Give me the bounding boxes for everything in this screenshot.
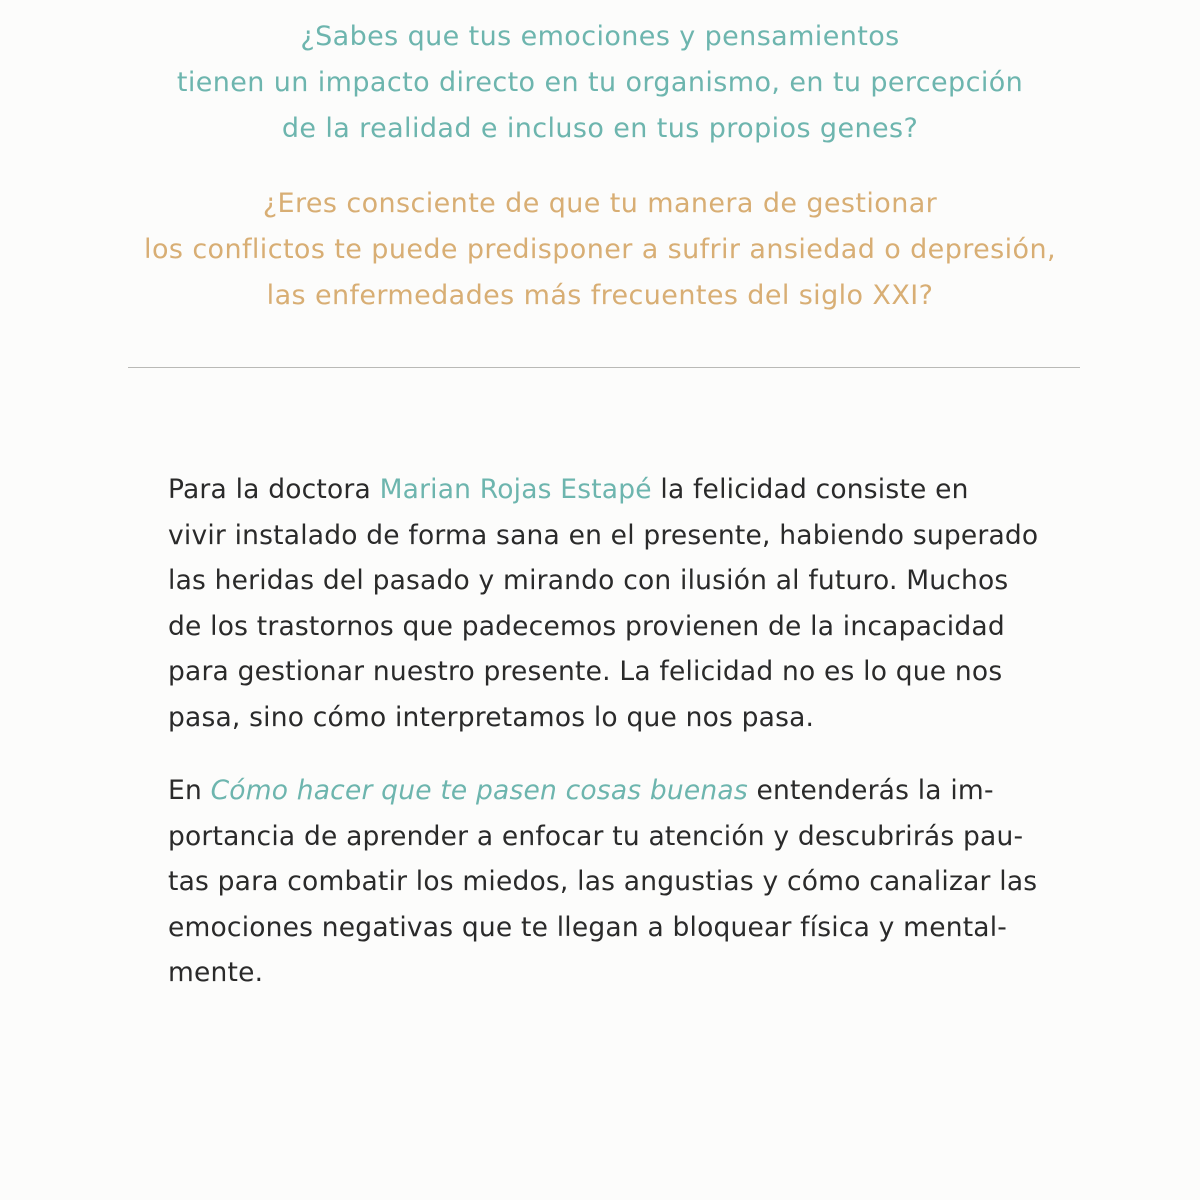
question-2-line: ¿Eres consciente de que tu manera de gestionar (262, 188, 938, 219)
paragraph-1-lead: Para la doctora (168, 474, 380, 505)
question-1-line: de la realidad e incluso en tus propios genes? (281, 113, 919, 144)
question-2-line: las enfermedades más frecuentes del siglo XXI? (266, 280, 934, 311)
paragraph-1-line: vivir instalado de forma sana en el presente, habiendo superado (168, 519, 1039, 551)
paragraph-1-line: las heridas del pasado y mirando con ilusión al futuro. Muchos (168, 565, 1009, 596)
paragraph-2-line: mente. (168, 957, 264, 988)
paragraph-2-lead: En (168, 775, 211, 806)
paragraph-2-lead-end: entenderás la im- (747, 775, 994, 806)
question-1-line: tienen un impacto directo en tu organismo, en tu percepción (176, 67, 1024, 98)
paragraph-1-line: para gestionar nuestro presente. La felicidad no es lo que nos (168, 656, 1003, 687)
intro-question-conflicts (0, 181, 1200, 319)
question-1-line: ¿Sabes que tus emociones y pensamientos (300, 21, 900, 52)
paragraph-2-line: tas para combatir los miedos, las angustias y cómo canalizar las (168, 866, 1038, 897)
book-title: Cómo hacer que te pasen cosas buenas (210, 775, 748, 806)
paragraph-2-first-line (168, 768, 1038, 814)
paragraph-1-line: de los trastornos que padecemos provienen de la incapacidad (168, 610, 1005, 642)
author-name: Marian Rojas Estapé (379, 474, 652, 505)
section-divider (128, 367, 1080, 368)
paragraph-happiness (168, 467, 1038, 740)
paragraph-1-first-line (168, 467, 1038, 513)
paragraph-2-line: portancia de aprender a enfocar tu atención y descubrirás pau- (168, 820, 1024, 852)
intro-question-emotions (0, 14, 1200, 152)
paragraph-1-line: pasa, sino cómo interpretamos lo que nos pasa. (168, 701, 815, 733)
paragraph-book-summary (168, 768, 1038, 996)
question-2-line: los conflictos te puede predisponer a sufrir ansiedad o depresión, (144, 234, 1056, 265)
paragraph-2-line: emociones negativas que te llegan a bloquear física y mental- (168, 911, 1008, 943)
paragraph-1-lead-end: la felicidad consiste en (651, 474, 969, 505)
